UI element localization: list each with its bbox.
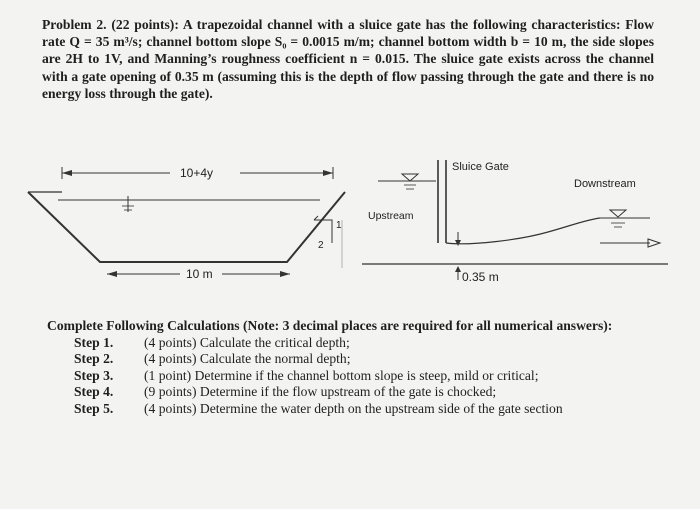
upstream-label: Upstream [368, 210, 414, 222]
calculations-section [47, 318, 667, 418]
problem-label: Problem 2. [42, 17, 107, 32]
step-item [74, 401, 667, 418]
gate-opening-label: 0.35 m [462, 270, 499, 284]
step-label: Step 2. [74, 351, 114, 367]
trapezoid-section [28, 167, 345, 277]
step-text: (4 points) Calculate the normal depth; [144, 351, 351, 367]
step-label: Step 4. [74, 384, 114, 400]
bottom-width-label: 10 m [186, 267, 213, 281]
step-item [74, 368, 667, 385]
step-text: (4 points) Determine the water depth on the upstream side of the gate section [144, 400, 563, 416]
step-item [74, 351, 667, 368]
step-text: (9 points) Determine if the flow upstream of the gate is chocked; [144, 384, 497, 400]
slope-v-label: 1 [336, 220, 342, 231]
step-item [74, 384, 667, 401]
problem-text: (22 points): A trapezoidal channel with a sluice gate has the following characteristics: Flow rate Q = 35 m³/s; channel bottom slope S₀ = 0.0015 m/m; channel bottom width b = 10 m, the side slopes are 2H to 1V, and Manning’s roughness coefficient n = 0.015. The sluice gate exists across the channel with a gate opening of 0.35 m (assuming this is the depth of flow passing through the gate and there is no energy loss through the gate). [42, 17, 654, 101]
step-text: (1 point) Determine if the channel bottom slope is steep, mild or critical; [144, 367, 539, 383]
gate-label: Sluice Gate [452, 161, 509, 173]
channel-diagram [0, 140, 700, 300]
problem-statement [42, 16, 654, 102]
channel-figure [0, 140, 700, 300]
calculations-heading: Complete Following Calculations (Note: 3 decimal places are required for all numerical answers): [47, 318, 613, 333]
step-label: Step 1. [74, 334, 114, 350]
step-label: Step 5. [74, 400, 114, 416]
step-text: (4 points) Calculate the critical depth; [144, 334, 350, 350]
step-label: Step 3. [74, 367, 114, 383]
downstream-label: Downstream [574, 178, 636, 190]
slope-h-label: 2 [318, 240, 324, 251]
top-width-label: 10+4y [180, 166, 214, 180]
step-item [74, 335, 667, 352]
channel-outline [28, 192, 345, 262]
steps-list [47, 335, 667, 418]
